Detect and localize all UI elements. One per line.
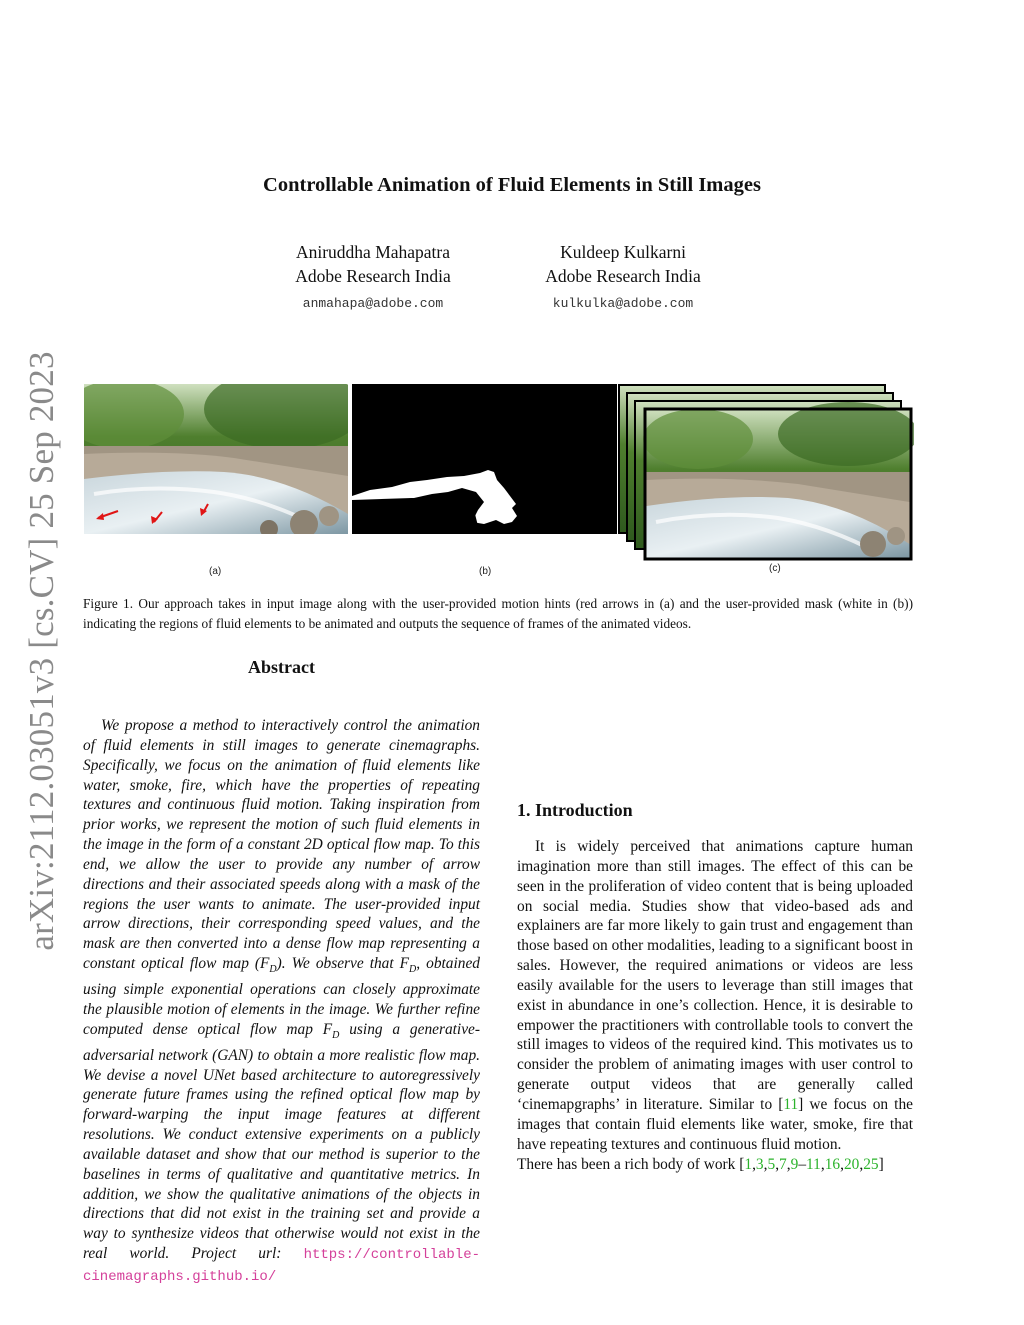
citation-link[interactable]: 5 <box>767 1155 776 1173</box>
paper-title: Controllable Animation of Fluid Elements in Still Images <box>263 174 761 196</box>
citation-link[interactable]: 11 <box>783 1095 799 1113</box>
author-email: anmahapa@adobe.com <box>302 296 444 311</box>
intro-text: ] <box>878 1155 884 1173</box>
citation-link[interactable]: 7 <box>779 1155 787 1173</box>
animated-frames-stack <box>618 384 914 562</box>
mask-image <box>352 384 617 534</box>
river-image-with-arrows <box>84 384 348 534</box>
abstract-body <box>83 716 480 1288</box>
citation-link[interactable]: 20 <box>843 1155 860 1173</box>
citation-link[interactable]: 16 <box>824 1155 841 1173</box>
figure-label-a: (a) <box>209 566 222 577</box>
figure-panel-a <box>84 384 348 534</box>
author-1 <box>243 240 503 316</box>
math-subscript: D <box>332 1029 340 1041</box>
author-name: Kuldeep Kulkarni <box>560 242 686 262</box>
author-name: Aniruddha Mahapatra <box>295 242 451 262</box>
project-url-link[interactable]: https://controllable-cinemagraphs.github.io/ <box>83 1247 480 1285</box>
math-symbol: F <box>260 955 270 973</box>
abstract-text: using a generative-adversarial network (GAN) to obtain a more realistic flow map. We devise a novel UNet based architecture to autoregressively generate future frames using the refined optical flow map by forward-warping the input image features at different resolutions. We conduct extensive experiments on a publicly available dataset and show that our method is superior to the baselines in terms of qualitative and quantitative metrics. In addition, we show the qualitative animations of the objects in directions that did not exist in the training set and provide a way to synthesize videos that otherwise would not exist in the real world. Project url: <box>83 1020 480 1263</box>
citation-link[interactable]: 3 <box>755 1155 764 1173</box>
figure-label-c: (c) <box>769 563 781 574</box>
author-email: kulkulka@adobe.com <box>552 296 694 311</box>
math-subscript: D <box>409 964 417 976</box>
author-affiliation: Adobe Research India <box>545 266 701 286</box>
math-subscript: D <box>269 964 277 976</box>
abstract-heading: Abstract <box>248 657 315 677</box>
intro-body: It is widely perceived that animations capture human imagination more than still images. The effect of this can be seen in the proliferation of video content that is being uploaded on social media. Studies show that video-based ads and explainers are far more likely to gain trust and engagement than those based on other modalities, leading to a significant boost in sales. However, the required animations or videos are less easily available for the users to leverage than still images that exist in abundance in one’s collection. Hence, it is desirable to empower the practitioners with controllable tools to convert the still images to videos of the required kind. This motivates us to consider the problem of animating images with user control to generate output videos that are generally called ‘cinemapgraphs’ in literature. Similar to [11] we focus on the images that contain fluid elements like water, smoke, fire that have repeating textures and continuous fluid motion. There has been a rich body of work [1,3,5,7,9–11,16,20,25] <box>517 838 913 1173</box>
citation-link[interactable]: 11 <box>806 1155 821 1173</box>
abstract-text: ). We observe that <box>276 955 400 973</box>
author-2 <box>493 240 753 316</box>
figure-caption: Figure 1. Our approach takes in input image along with the user-provided motion hints (red arrows in (a) and the user-provided mask (white in (b)) indicating the regions of fluid elements to be animated and outputs the sequence of frames of the animated videos. <box>83 596 913 631</box>
figure-panel-b <box>352 384 617 534</box>
intro-text: There has been a rich body of work [ <box>517 1155 745 1173</box>
intro-heading: 1. Introduction <box>517 800 633 820</box>
figure-label-b: (b) <box>479 566 492 577</box>
figure-panel-c <box>618 384 914 562</box>
citation-link[interactable]: 25 <box>863 1155 879 1173</box>
intro-text: ] we focus on the images that contain fluid elements like water, smoke, fire that have repeating textures and continuous fluid motion. <box>517 1095 913 1153</box>
math-symbol: F <box>399 955 410 973</box>
abstract-text: , obtained using simple exponential operations can closely approximate the plausible motion of elements in the image. We further refine computed dense optical flow map <box>83 955 480 1038</box>
citation-link[interactable]: 9 <box>790 1155 799 1173</box>
intro-text: It is widely perceived that animations capture human imagination more than still images. The effect of this can be seen in the proliferation of video content that is being uploaded on social media. Studies show that video-based ads and explainers are far more likely to gain trust and engagement than those based on other modalities, leading to a significant boost in sales. However, the required animations or videos are less easily available for the users to leverage than still images that exist in abundance in one’s collection. Hence, it is desirable to empower the practitioners with controllable tools to convert the still images to videos of the required kind. This motivates us to consider the problem of animating images with user control to generate output videos that are generally called ‘cinemapgraphs’ in literature. Similar to [ <box>517 838 913 1113</box>
citation-link[interactable]: 1 <box>744 1155 753 1173</box>
arxiv-stamp: arXiv:2112.03051v3 [cs.CV] 25 Sep 2023 <box>22 351 61 951</box>
author-affiliation: Adobe Research India <box>295 266 451 286</box>
math-symbol: F <box>322 1020 333 1038</box>
abstract-text: We propose a method to interactively control the animation of fluid elements in still images to generate cinemagraphs. Specifically, we focus on the animation of fluid elements like water, smoke, fire, which have the properties of repeating textures and continuous fluid motion. Taking inspiration from prior works, we represent the motion of such fluid elements in the image in the form of a constant 2D optical flow map. To this end, we allow the user to provide any number of arrow directions and their associated speeds along with a mask of the regions the user wants to animate. The user-provided input arrow directions, their corresponding speed values, and the mask are then converted into a dense flow map representing a constant optical flow map ( <box>83 717 480 973</box>
